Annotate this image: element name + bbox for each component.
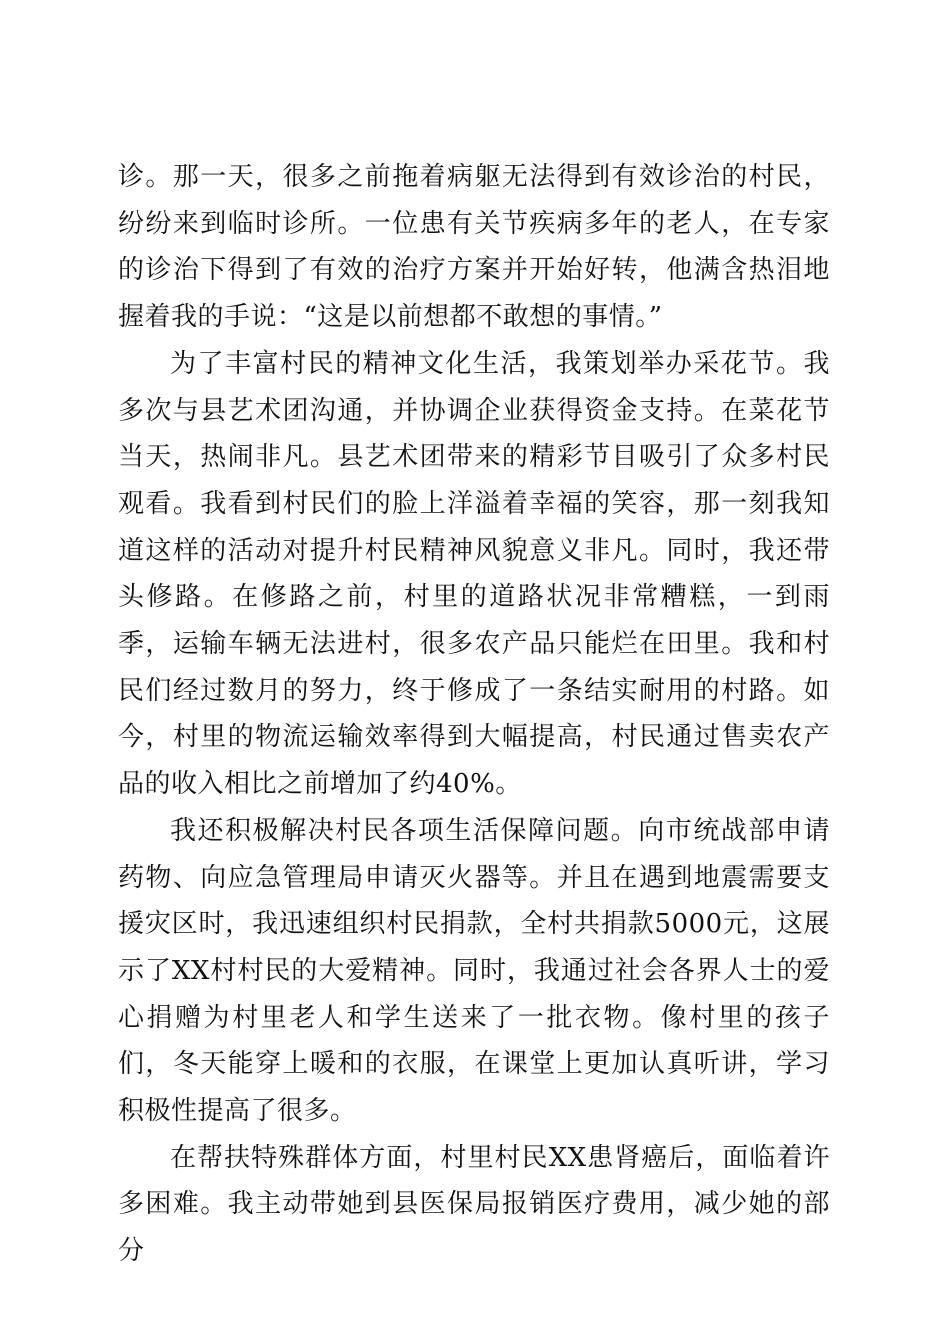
paragraph-1: 诊。那一天，很多之前拖着病躯无法得到有效诊治的村民，纷纷来到临时诊所。一位患有关节疾病多年的老人，在专家的诊治下得到了有效的治疗方案并开始好转，他满含热泪地握着我的手说：“这是以前想都不敢想的事情。” <box>118 162 830 333</box>
paragraph-3: 我还积极解决村民各项生活保障问题。向市统战部申请药物、向应急管理局申请灭火器等。并且在遇到地震需要支援灾区时，我迅速组织村民捐款，全村共捐款5000元，这展示了XX村村民的大爱精神。同时，我通过社会各界人士的爱心捐赠为村里老人和学生送来了一批衣物。像村里的孩子们，冬天能穿上暖和的衣服，在课堂上更加认真听讲，学习积极性提高了很多。 <box>118 815 830 1127</box>
paragraph-4: 在帮扶特殊群体方面，村里村民XX患肾癌后，面临着许多困难。我主动带她到县医保局报销医疗费用，减少她的部分 <box>118 1142 830 1267</box>
paragraph-2: 为了丰富村民的精神文化生活，我策划举办采花节。我多次与县艺术团沟通，并协调企业获得资金支持。在菜花节当天，热闹非凡。县艺术团带来的精彩节目吸引了众多村民观看。我看到村民们的脸上洋溢着幸福的笑容，那一刻我知道这样的活动对提升村民精神风貌意义非凡。同时，我还带头修路。在修路之前，村里的道路状况非常糟糕，一到雨季，运输车辆无法进村，很多农产品只能烂在田里。我和村民们经过数月的努力，终于修成了一条结实耐用的村路。如今，村里的物流运输效率得到大幅提高，村民通过售卖农产品的收入相比之前增加了约40%。 <box>118 348 830 800</box>
document-body <box>118 154 830 1275</box>
